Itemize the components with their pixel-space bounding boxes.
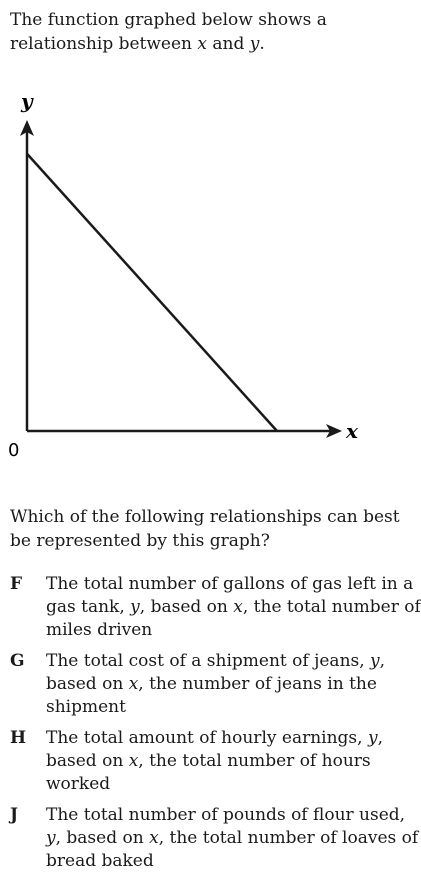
choice-text xyxy=(46,727,421,796)
choice-text xyxy=(46,650,421,719)
x-axis-label: x xyxy=(346,419,358,443)
choice-text-part: The total amount of hourly earnings, xyxy=(46,728,368,748)
choice-letter: H xyxy=(10,728,27,748)
choice-var-x: x xyxy=(128,751,139,771)
answer-choice-j[interactable] xyxy=(10,804,421,873)
choice-var-y: y xyxy=(130,597,140,617)
choice-var-y: y xyxy=(367,728,378,748)
answer-choice-f[interactable] xyxy=(10,573,421,642)
prompt-var-x: x xyxy=(197,34,208,54)
choice-var-x: x xyxy=(128,674,139,694)
prompt-part: . xyxy=(259,34,265,54)
choice-letter: F xyxy=(10,574,23,594)
choice-text-part: , based on xyxy=(46,728,383,771)
choice-var-y: y xyxy=(46,828,56,848)
choice-text-part: The total number of pounds of flour used, xyxy=(46,805,406,825)
function-graph xyxy=(0,88,421,468)
y-axis-label: y xyxy=(21,89,33,113)
series-line-0 xyxy=(27,154,277,431)
choice-text xyxy=(46,804,421,873)
choice-letter: G xyxy=(10,651,25,671)
series-layer xyxy=(27,154,277,431)
prompt-var-y: y xyxy=(249,34,260,54)
question-text: Which of the following relationships can best be represented by this graph? xyxy=(10,507,400,551)
choice-text xyxy=(46,573,421,642)
choice-text-part: The total cost of a shipment of jeans, xyxy=(46,651,371,671)
choice-var-x: x xyxy=(233,597,243,617)
prompt-part: The function graphed below shows a relationship between xyxy=(10,10,327,54)
prompt-part: and xyxy=(207,34,250,54)
axes xyxy=(20,120,342,438)
answer-choices xyxy=(10,573,421,881)
choice-text-part: , the total number of hours worked xyxy=(46,751,371,794)
prompt-text xyxy=(10,8,410,56)
choice-text-part: , the number of jeans in the shipment xyxy=(46,674,377,717)
choice-letter: J xyxy=(10,805,19,825)
answer-choice-h[interactable] xyxy=(10,727,421,796)
origin-label: 0 xyxy=(8,440,20,461)
choice-var-y: y xyxy=(370,651,380,671)
choice-text-part: , the total number of miles driven xyxy=(46,597,421,640)
answer-choice-g[interactable] xyxy=(10,650,421,719)
choice-var-x: x xyxy=(149,828,159,848)
choice-text-part: , the total number of loaves of bread baked xyxy=(46,828,419,871)
choice-text-part: The total number of gallons of gas left in a gas tank, xyxy=(46,574,414,617)
choice-text-part: , based on xyxy=(46,651,386,694)
choice-text-part: , based on xyxy=(55,828,150,848)
choice-text-part: , based on xyxy=(139,597,234,617)
